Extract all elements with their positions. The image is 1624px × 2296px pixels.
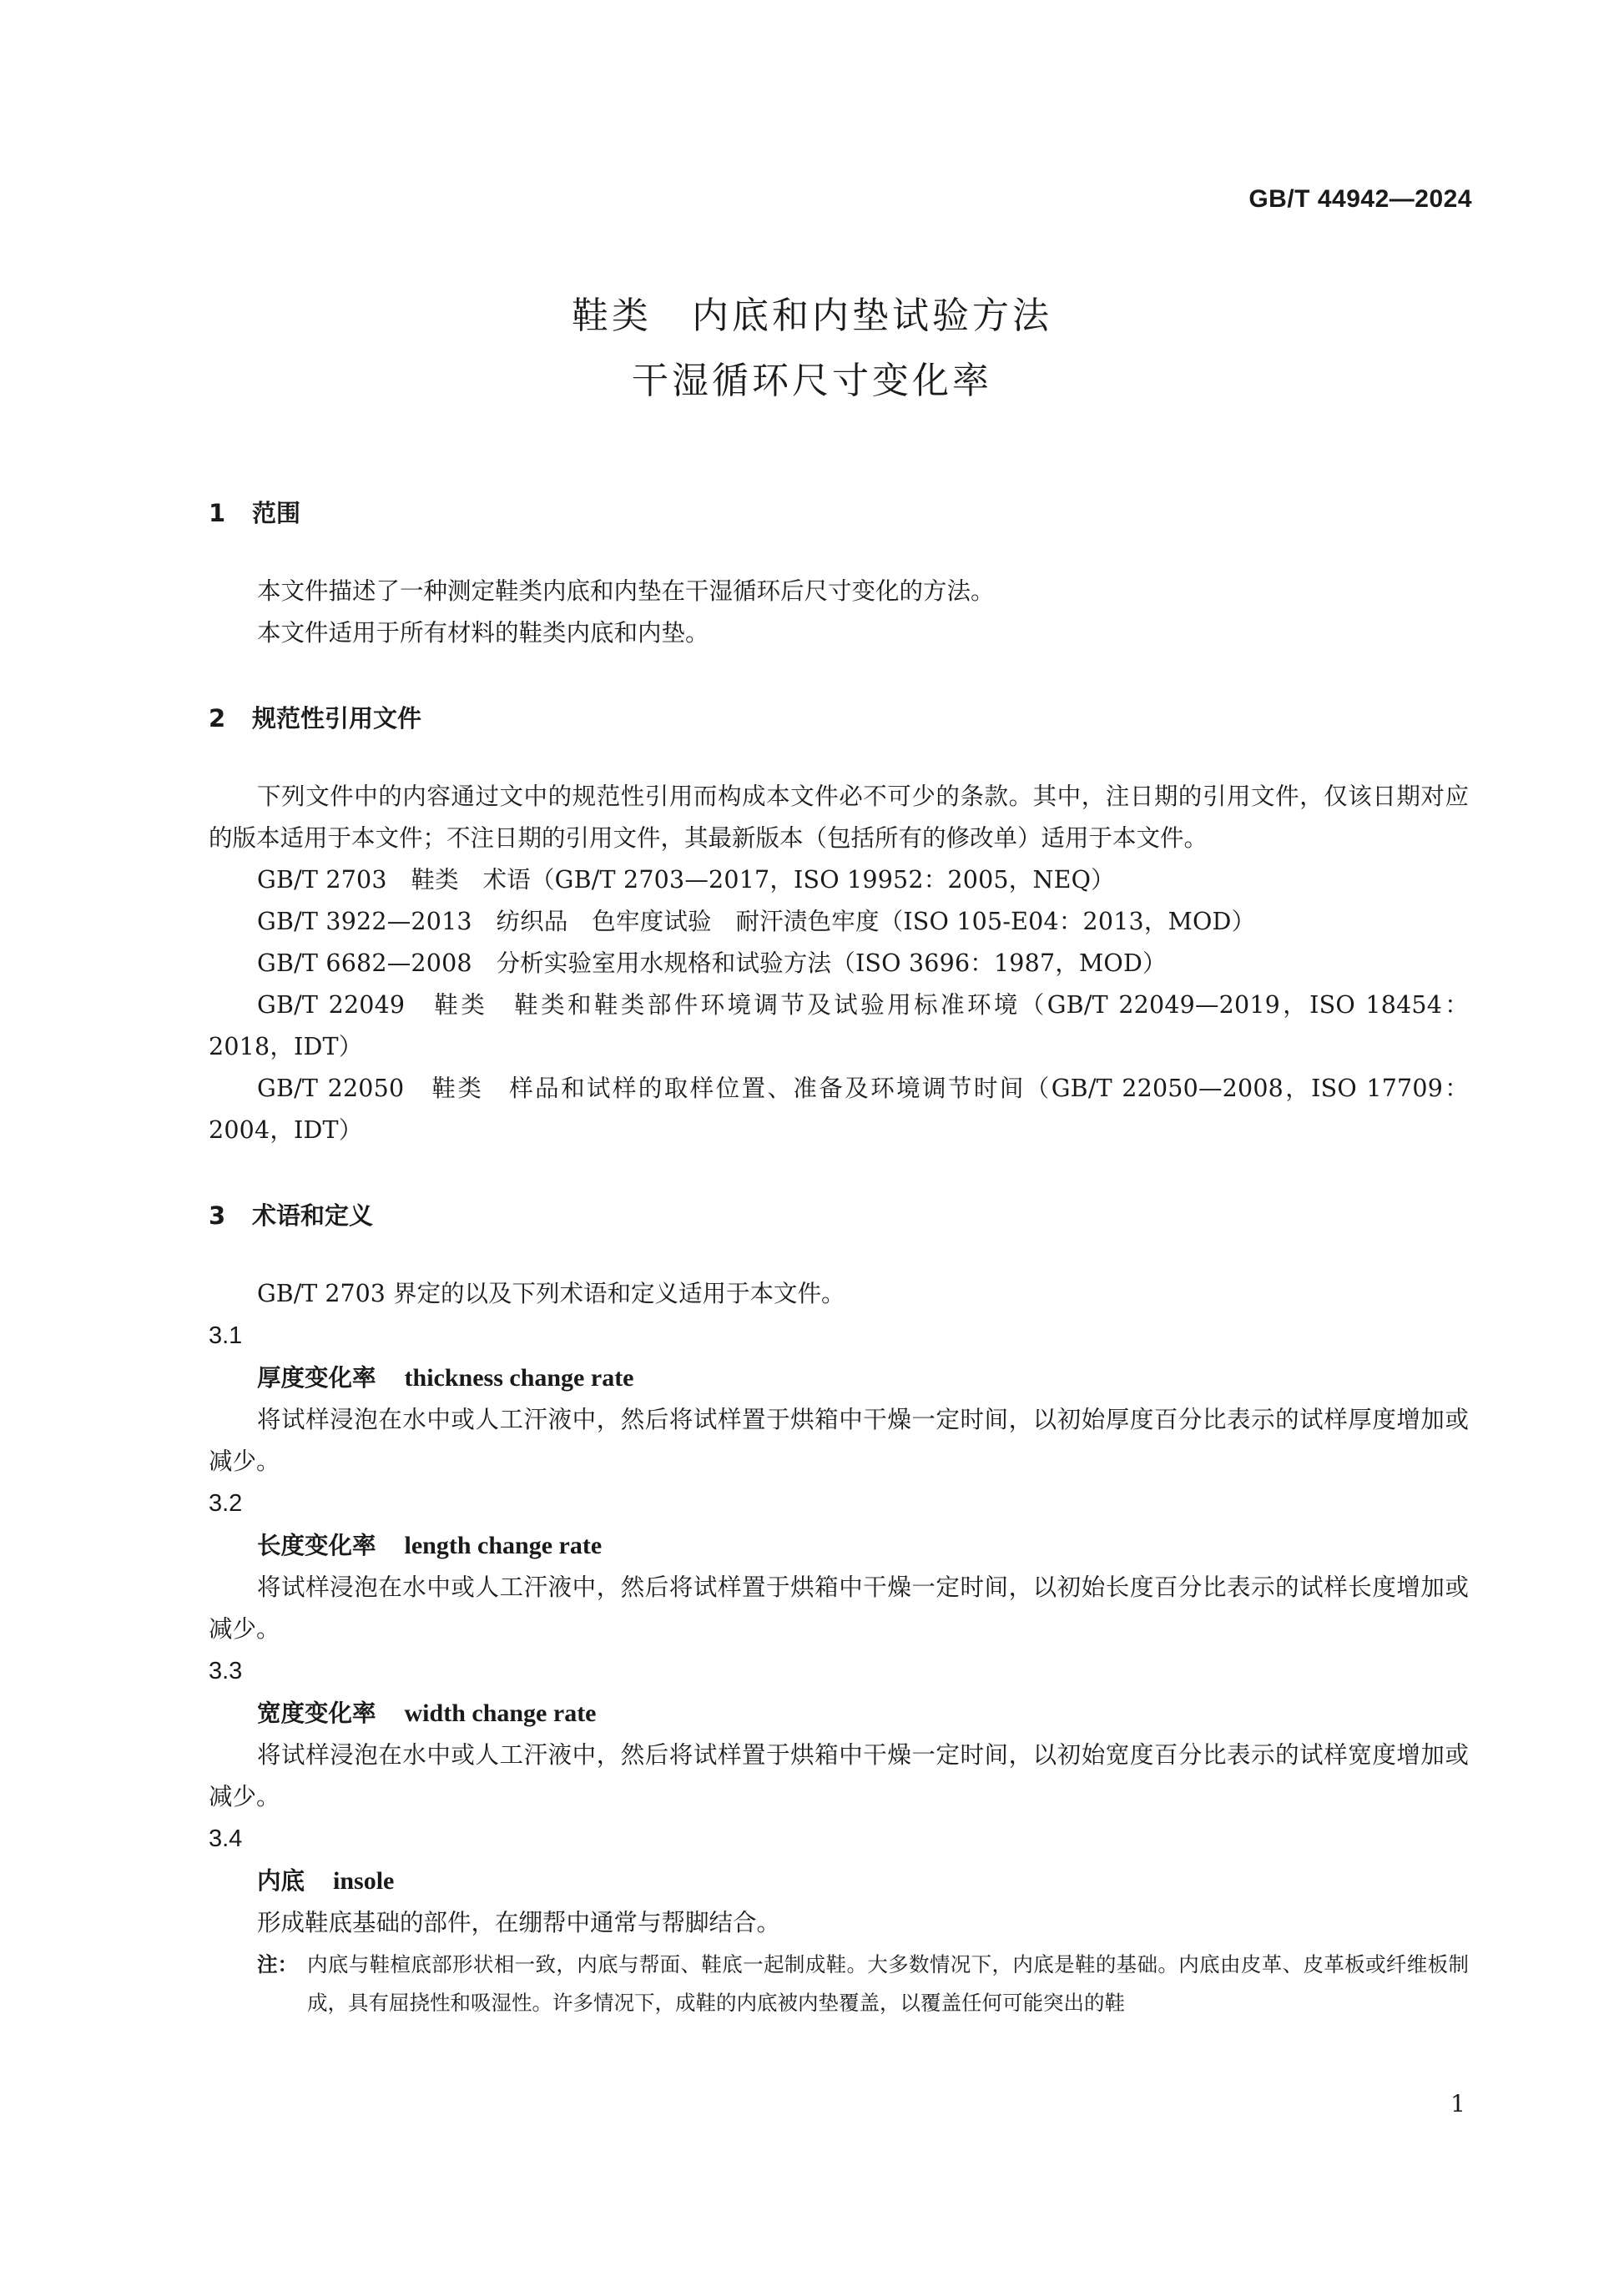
- term-name-zh: 厚度变化率: [257, 1364, 376, 1392]
- section-1-heading: [209, 492, 1469, 534]
- term-entry: [209, 1483, 1469, 1650]
- term-entry: [209, 1818, 1469, 2022]
- reference-item: GB/T 22050 鞋类 样品和试样的取样位置、准备及环境调节时间（GB/T 22050—2008，ISO 17709：2004，IDT）: [209, 1075, 1469, 1144]
- term-name-zh: 内底: [257, 1867, 305, 1895]
- term-name-en: width change rate: [404, 1699, 597, 1727]
- term-number: 3.2: [209, 1490, 243, 1517]
- scope-paragraph: 本文件适用于所有材料的鞋类内底和内垫。: [257, 619, 709, 647]
- term-definition: 形成鞋底基础的部件，在绷帮中通常与帮脚结合。: [257, 1909, 781, 1936]
- reference-item: GB/T 2703 鞋类 术语（GB/T 2703—2017，ISO 19952：2005，NEQ）: [257, 866, 1115, 894]
- section-title: 范围: [252, 499, 301, 527]
- term-definition: 将试样浸泡在水中或人工汗液中，然后将试样置于烘箱中干燥一定时间，以初始厚度百分比表示的试样厚度增加或减少。: [209, 1406, 1469, 1475]
- term-name-en: insole: [333, 1867, 395, 1895]
- title-line-1: 鞋类 内底和内垫试验方法: [572, 295, 1052, 337]
- term-entry: [209, 1650, 1469, 1818]
- note-label: 注：: [257, 1952, 298, 1976]
- document-body: [209, 492, 1469, 2022]
- term-name: [209, 1692, 1469, 1735]
- section-title: 术语和定义: [252, 1201, 374, 1230]
- note-text: 内底与鞋楦底部形状相一致，内底与帮面、鞋底一起制成鞋。大多数情况下，内底是鞋的基础。内底由皮革、皮革板或纤维板制成，具有屈挠性和吸湿性。许多情况下，成鞋的内底被内垫覆盖，以覆盖任何可能突出的鞋: [307, 1952, 1469, 2015]
- document-number: GB/T 44942—2024: [1248, 185, 1472, 213]
- reference-item: GB/T 3922—2013 纺织品 色牢度试验 耐汗渍色牢度（ISO 105-E04：2013，MOD）: [257, 908, 1256, 935]
- title-line-2: 干湿循环尺寸变化率: [632, 360, 992, 402]
- term-definition: 将试样浸泡在水中或人工汗液中，然后将试样置于烘箱中干燥一定时间，以初始长度百分比表示的试样长度增加或减少。: [209, 1573, 1469, 1643]
- section-number: 1: [209, 499, 226, 527]
- scope-paragraph: 本文件描述了一种测定鞋类内底和内垫在干湿循环后尺寸变化的方法。: [257, 577, 995, 605]
- term-name: [209, 1860, 1469, 1902]
- term-name-en: length change rate: [404, 1532, 603, 1559]
- term-number: 3.3: [209, 1658, 243, 1684]
- term-number: 3.1: [209, 1322, 243, 1349]
- term-note: [209, 1946, 1469, 2022]
- section-2-heading: [209, 697, 1469, 739]
- section-number: 2: [209, 704, 226, 733]
- term-name: [209, 1357, 1469, 1399]
- term-number: 3.4: [209, 1825, 243, 1852]
- document-title: [0, 284, 1624, 414]
- term-name: [209, 1524, 1469, 1567]
- reference-item: GB/T 6682—2008 分析实验室用水规格和试验方法（ISO 3696：1987，MOD）: [257, 949, 1167, 977]
- term-name-zh: 长度变化率: [257, 1532, 376, 1559]
- section-title: 规范性引用文件: [252, 704, 422, 733]
- terms-intro: GB/T 2703 界定的以及下列术语和定义适用于本文件。: [257, 1280, 845, 1307]
- reference-item: GB/T 22049 鞋类 鞋类和鞋类部件环境调节及试验用标准环境（GB/T 22049—2019，ISO 18454：2018，IDT）: [209, 991, 1469, 1060]
- term-name-zh: 宽度变化率: [257, 1699, 376, 1727]
- page-number: 1: [1450, 2090, 1465, 2117]
- term-definition: 将试样浸泡在水中或人工汗液中，然后将试样置于烘箱中干燥一定时间，以初始宽度百分比表示的试样宽度增加或减少。: [209, 1741, 1469, 1810]
- references-intro: 下列文件中的内容通过文中的规范性引用而构成本文件必不可少的条款。其中，注日期的引用文件，仅该日期对应的版本适用于本文件；不注日期的引用文件，其最新版本（包括所有的修改单）适用于本文件。: [209, 783, 1469, 852]
- section-3-heading: [209, 1195, 1469, 1236]
- term-name-en: thickness change rate: [404, 1364, 634, 1392]
- term-entry: [209, 1315, 1469, 1483]
- section-number: 3: [209, 1201, 226, 1230]
